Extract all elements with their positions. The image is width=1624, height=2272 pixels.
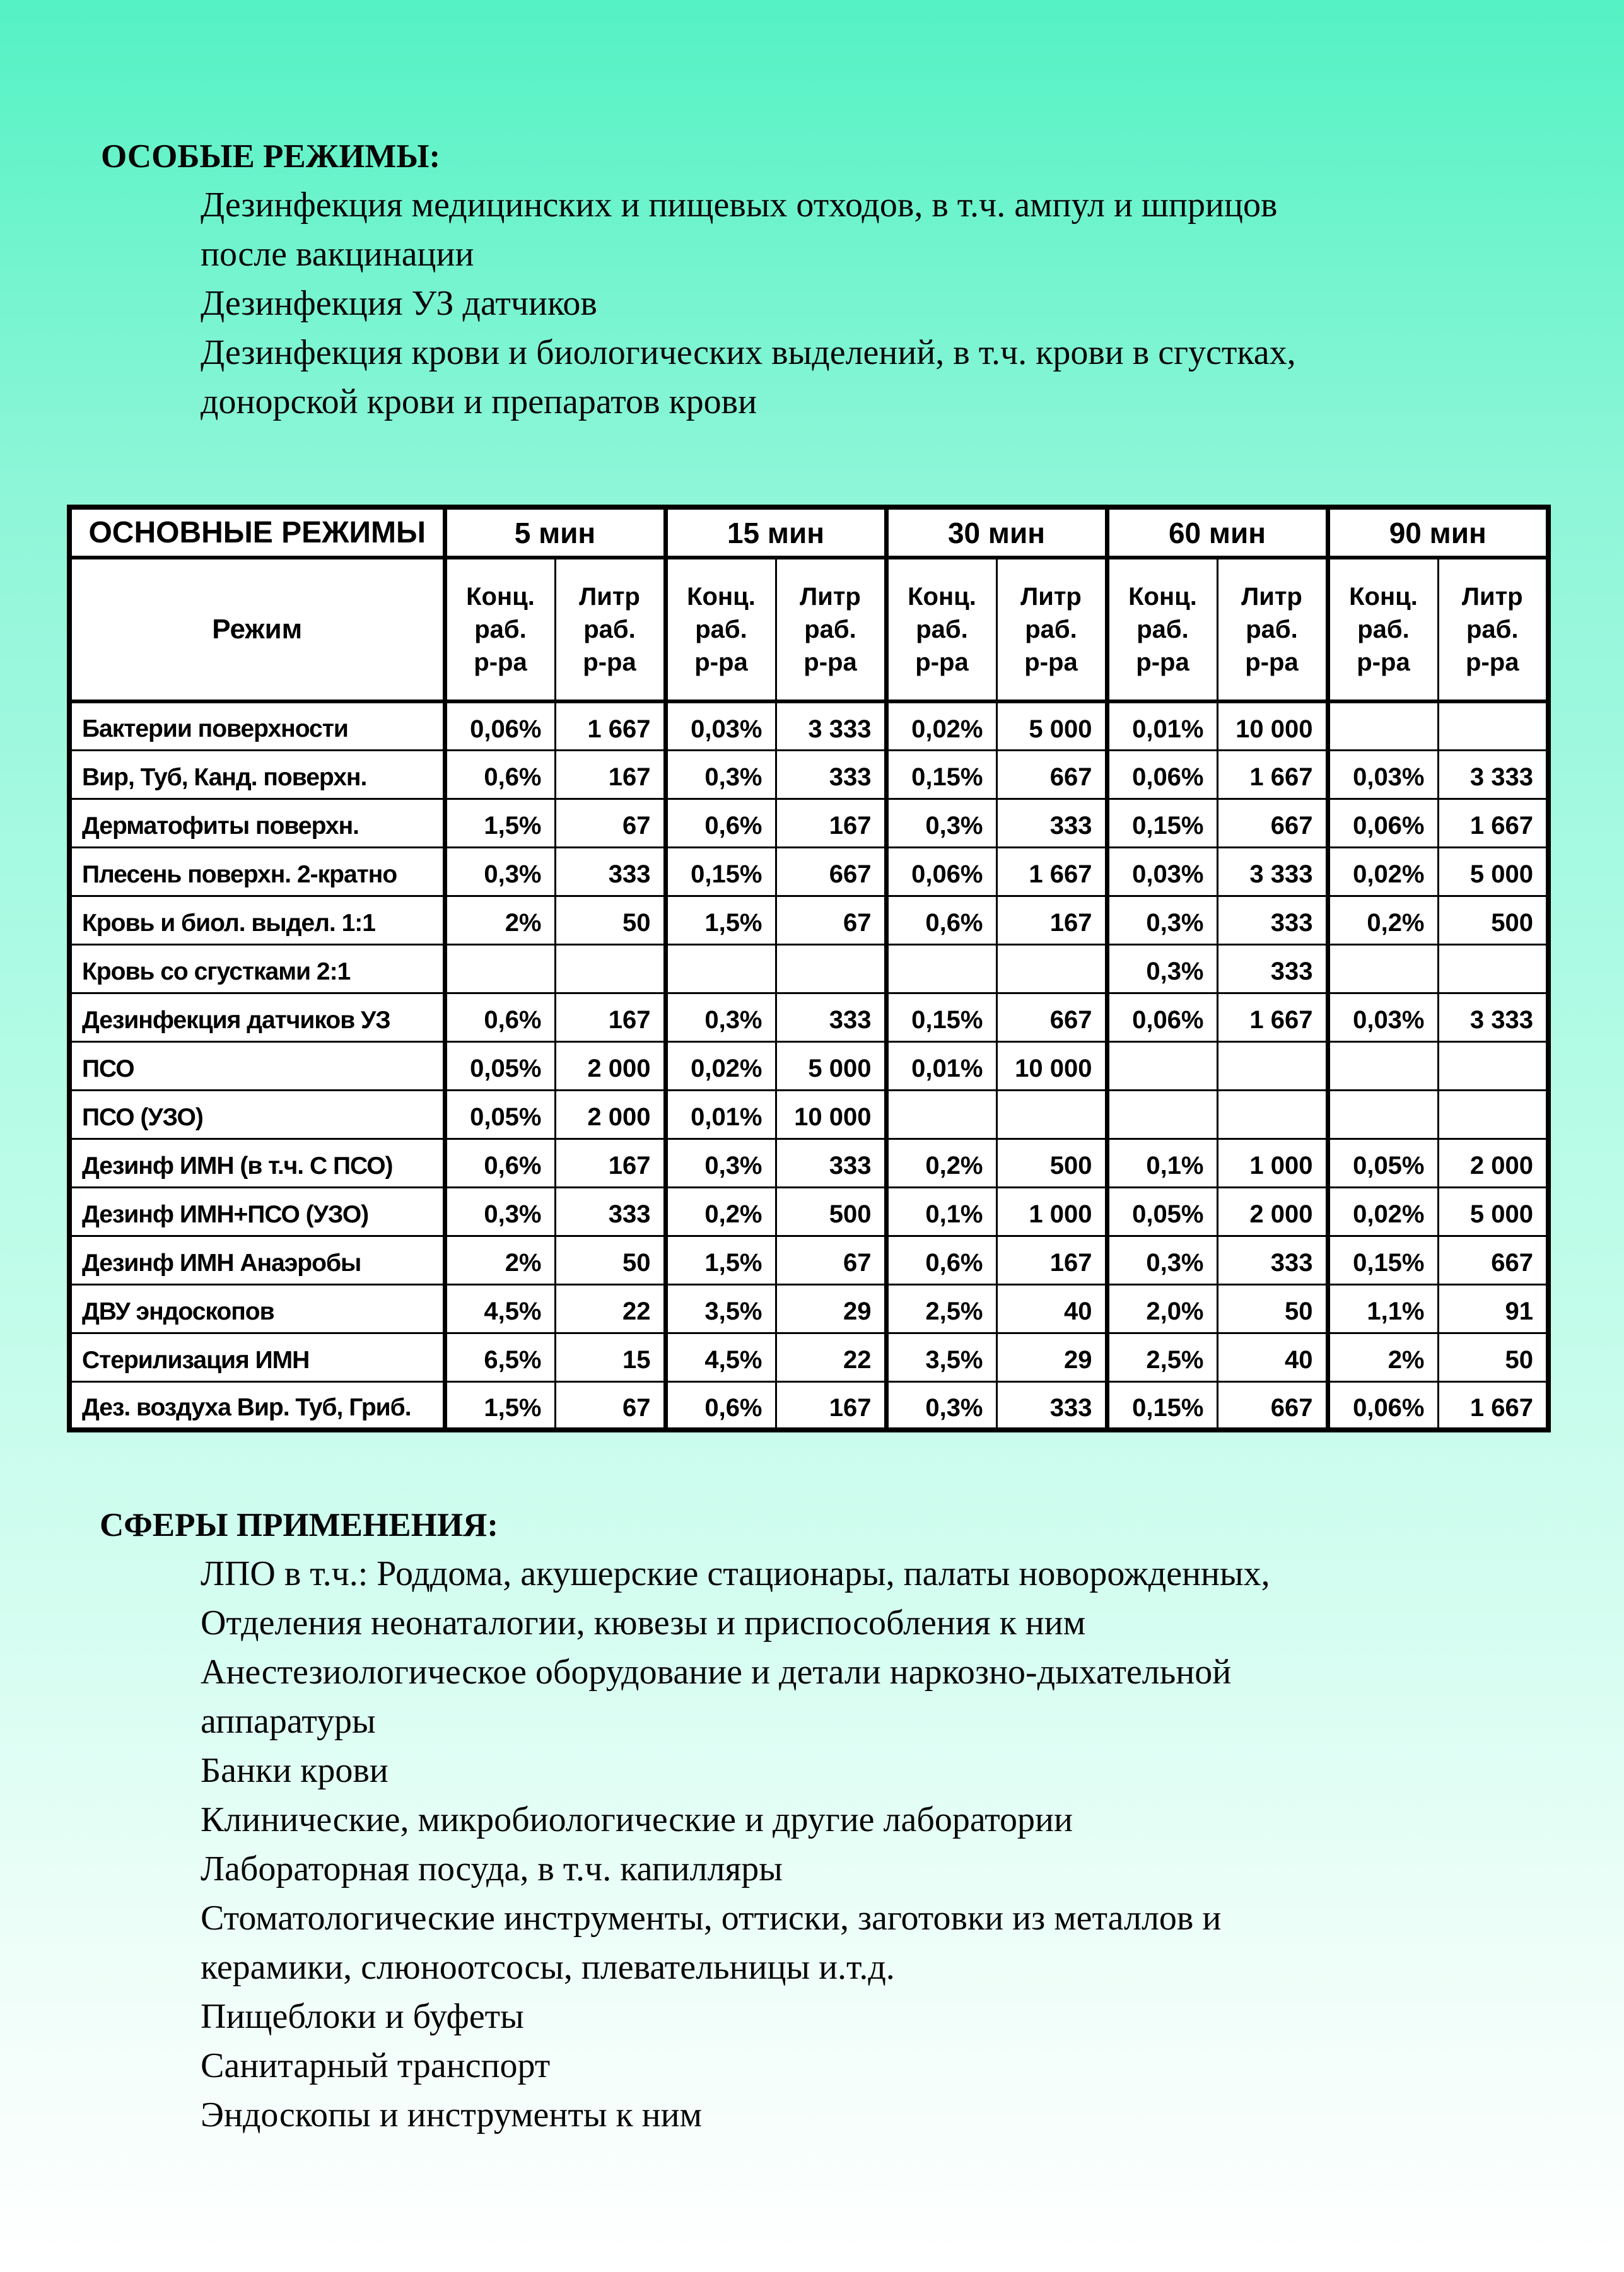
value-cell: 2 000 [555,1090,665,1139]
mode-header-cell: Режим [69,558,445,701]
value-cell: 167 [776,799,886,847]
litr-sub-header-cell: Литр раб. р-ра [776,558,886,701]
table-row [69,701,1548,750]
value-cell: 667 [996,750,1107,799]
table-row [69,1284,1548,1333]
value-cell: 167 [996,1236,1107,1284]
value-cell: 0,02% [1328,1187,1438,1236]
litr-sub-header-cell: Литр раб. р-ра [1438,558,1548,701]
list-line: Дезинфекция УЗ датчиков [201,284,597,323]
value-cell: 0,3% [886,799,996,847]
row-label-cell: Дерматофиты поверхн. [69,799,445,847]
value-cell: 1,5% [445,1381,555,1430]
value-cell [996,944,1107,993]
value-cell: 667 [776,847,886,896]
value-cell: 167 [555,993,665,1041]
value-cell: 333 [1217,896,1328,944]
value-cell: 1 667 [1217,750,1328,799]
value-cell: 0,06% [445,701,555,750]
value-cell: 500 [996,1139,1107,1187]
table-row [69,993,1548,1041]
value-cell: 2 000 [555,1041,665,1090]
value-cell [1328,701,1438,750]
list-line: Лабораторная посуда, в т.ч. капилляры [201,1849,783,1888]
value-cell: 0,05% [1328,1139,1438,1187]
value-cell: 0,05% [445,1090,555,1139]
value-cell: 40 [1217,1333,1328,1381]
value-cell: 2,5% [1107,1333,1217,1381]
value-cell: 0,03% [1328,750,1438,799]
value-cell: 1,5% [665,1236,776,1284]
application-spheres-list [201,1549,1270,2140]
value-cell: 0,15% [1107,1381,1217,1430]
value-cell: 0,06% [1328,1381,1438,1430]
value-cell: 5 000 [776,1041,886,1090]
value-cell: 0,3% [445,1187,555,1236]
value-cell: 333 [776,1139,886,1187]
value-cell: 0,15% [886,750,996,799]
value-cell [1217,1041,1328,1090]
list-line: донорской крови и препаратов крови [201,382,757,421]
value-cell [1328,1090,1438,1139]
value-cell: 0,02% [1328,847,1438,896]
list-line: Пищеблоки и буфеты [201,1997,524,2036]
header-row-sub [69,558,1548,701]
value-cell: 2% [445,1236,555,1284]
table-row [69,799,1548,847]
table-row [69,847,1548,896]
value-cell: 67 [776,896,886,944]
value-cell: 1,1% [1328,1284,1438,1333]
conc-sub-header-cell: Конц. раб. р-ра [1107,558,1217,701]
value-cell: 4,5% [445,1284,555,1333]
value-cell: 3 333 [1438,993,1548,1041]
value-cell: 0,05% [445,1041,555,1090]
value-cell: 667 [1438,1236,1548,1284]
list-line: Клинические, микробиологические и другие лаборатории [201,1800,1073,1839]
value-cell: 50 [555,896,665,944]
value-cell: 22 [776,1333,886,1381]
value-cell [1217,1090,1328,1139]
value-cell: 1 667 [996,847,1107,896]
value-cell: 67 [555,1381,665,1430]
value-cell: 0,6% [445,993,555,1041]
time-header-cell: 90 мин [1328,507,1548,558]
row-label-cell: Стерилизация ИМН [69,1333,445,1381]
value-cell: 0,3% [1107,896,1217,944]
conc-sub-header-cell: Конц. раб. р-ра [445,558,555,701]
value-cell: 67 [555,799,665,847]
value-cell [1328,944,1438,993]
value-cell: 1 667 [1438,1381,1548,1430]
list-line: Анестезиологическое оборудование и детали наркозно-дыхательной [201,1653,1232,1692]
time-header-cell: 15 мин [665,507,886,558]
value-cell: 1 667 [1217,993,1328,1041]
value-cell: 333 [776,993,886,1041]
row-label-cell: Вир, Туб, Канд. поверхн. [69,750,445,799]
special-regimes-title: ОСОБЫЕ РЕЖИМЫ: [101,138,441,175]
value-cell: 0,15% [1328,1236,1438,1284]
value-cell: 3 333 [776,701,886,750]
value-cell: 3,5% [665,1284,776,1333]
table-row [69,1381,1548,1430]
value-cell: 0,3% [886,1381,996,1430]
value-cell: 500 [1438,896,1548,944]
row-label-cell: Дезинф ИМН+ПСО (УЗО) [69,1187,445,1236]
value-cell: 0,05% [1107,1187,1217,1236]
value-cell: 333 [555,847,665,896]
value-cell: 0,3% [445,847,555,896]
value-cell: 0,15% [1107,799,1217,847]
value-cell: 2,5% [886,1284,996,1333]
value-cell: 500 [776,1187,886,1236]
value-cell: 15 [555,1333,665,1381]
value-cell: 333 [1217,1236,1328,1284]
value-cell: 0,3% [1107,944,1217,993]
table-row [69,1333,1548,1381]
row-label-cell: ДВУ эндоскопов [69,1284,445,1333]
value-cell [555,944,665,993]
value-cell: 0,3% [1107,1236,1217,1284]
header-row-main [69,507,1548,558]
value-cell: 40 [996,1284,1107,1333]
value-cell: 1 000 [1217,1139,1328,1187]
value-cell: 333 [996,1381,1107,1430]
value-cell [886,1090,996,1139]
row-label-cell: Дезинф ИМН Анаэробы [69,1236,445,1284]
table-row [69,944,1548,993]
value-cell: 0,3% [665,1139,776,1187]
value-cell: 1 667 [1438,799,1548,847]
row-label-cell: Бактерии поверхности [69,701,445,750]
value-cell: 0,1% [886,1187,996,1236]
value-cell: 1,5% [445,799,555,847]
value-cell [1107,1041,1217,1090]
list-line: ЛПО в т.ч.: Роддома, акушерские стационары, палаты новорожденных, [201,1554,1270,1593]
application-spheres-title: СФЕРЫ ПРИМЕНЕНИЯ: [100,1507,498,1543]
row-label-cell: Кровь и биол. выдел. 1:1 [69,896,445,944]
value-cell: 0,01% [886,1041,996,1090]
value-cell: 333 [555,1187,665,1236]
value-cell: 333 [1217,944,1328,993]
litr-sub-header-cell: Литр раб. р-ра [996,558,1107,701]
value-cell: 0,06% [886,847,996,896]
value-cell: 5 000 [1438,1187,1548,1236]
value-cell: 0,6% [665,799,776,847]
row-label-cell: ПСО [69,1041,445,1090]
value-cell: 667 [1217,799,1328,847]
value-cell [996,1090,1107,1139]
value-cell: 0,2% [665,1187,776,1236]
value-cell: 1,5% [665,896,776,944]
value-cell: 0,6% [886,1236,996,1284]
list-line: после вакцинации [201,235,474,274]
conc-sub-header-cell: Конц. раб. р-ра [886,558,996,701]
value-cell: 0,1% [1107,1139,1217,1187]
special-regimes-list [201,180,1296,426]
list-line: Санитарный транспорт [201,2046,551,2085]
list-line: Эндоскопы и инструменты к ним [201,2095,703,2134]
value-cell: 0,6% [445,750,555,799]
time-header-cell: 30 мин [886,507,1107,558]
list-line: аппаратуры [201,1702,376,1741]
time-header-cell: 5 мин [445,507,665,558]
conc-sub-header-cell: Конц. раб. р-ра [665,558,776,701]
value-cell: 29 [776,1284,886,1333]
value-cell [665,944,776,993]
value-cell: 167 [996,896,1107,944]
list-line: керамики, слюноотсосы, плевательницы и.т.д. [201,1948,895,1987]
value-cell: 0,6% [886,896,996,944]
value-cell: 10 000 [776,1090,886,1139]
value-cell [886,944,996,993]
value-cell: 0,03% [1107,847,1217,896]
value-cell: 67 [776,1236,886,1284]
litr-sub-header-cell: Литр раб. р-ра [555,558,665,701]
value-cell: 50 [1438,1333,1548,1381]
value-cell: 2% [445,896,555,944]
table-header [69,507,1548,701]
value-cell: 22 [555,1284,665,1333]
value-cell: 0,03% [665,701,776,750]
value-cell: 50 [555,1236,665,1284]
value-cell: 0,3% [665,993,776,1041]
value-cell: 3 333 [1217,847,1328,896]
value-cell: 10 000 [1217,701,1328,750]
value-cell: 0,01% [665,1090,776,1139]
row-label-cell: Дезинф ИМН (в т.ч. С ПСО) [69,1139,445,1187]
list-line: Банки крови [201,1751,388,1790]
table-row [69,750,1548,799]
value-cell: 3 333 [1438,750,1548,799]
table-row [69,1187,1548,1236]
value-cell: 0,2% [1328,896,1438,944]
row-label-cell: ПСО (УЗО) [69,1090,445,1139]
main-regimes-table [67,505,1551,1432]
value-cell: 4,5% [665,1333,776,1381]
value-cell: 167 [555,1139,665,1187]
value-cell: 0,06% [1328,799,1438,847]
value-cell [1438,1090,1548,1139]
value-cell [776,944,886,993]
value-cell: 0,3% [665,750,776,799]
value-cell [1438,701,1548,750]
value-cell [1438,944,1548,993]
value-cell: 1 667 [555,701,665,750]
value-cell: 91 [1438,1284,1548,1333]
value-cell: 6,5% [445,1333,555,1381]
value-cell: 333 [996,799,1107,847]
value-cell: 2 000 [1217,1187,1328,1236]
list-line: Стоматологические инструменты, оттиски, заготовки из металлов и [201,1899,1222,1938]
value-cell: 0,6% [665,1381,776,1430]
litr-sub-header-cell: Литр раб. р-ра [1217,558,1328,701]
value-cell: 0,15% [886,993,996,1041]
value-cell: 0,6% [445,1139,555,1187]
value-cell: 167 [555,750,665,799]
value-cell: 29 [996,1333,1107,1381]
value-cell: 667 [1217,1381,1328,1430]
value-cell: 0,03% [1328,993,1438,1041]
time-header-cell: 60 мин [1107,507,1328,558]
value-cell: 0,02% [665,1041,776,1090]
value-cell: 0,06% [1107,750,1217,799]
table-row [69,1090,1548,1139]
table-row [69,1139,1548,1187]
conc-sub-header-cell: Конц. раб. р-ра [1328,558,1438,701]
row-label-cell: Плесень поверхн. 2-кратно [69,847,445,896]
value-cell: 0,15% [665,847,776,896]
value-cell [1438,1041,1548,1090]
table-row [69,1041,1548,1090]
value-cell: 3,5% [886,1333,996,1381]
row-label-cell: Кровь со сгустками 2:1 [69,944,445,993]
list-line: Дезинфекция крови и биологических выделений, в т.ч. крови в сгустках, [201,333,1296,372]
table-row [69,1236,1548,1284]
value-cell: 5 000 [1438,847,1548,896]
row-label-cell: Дезинфекция датчиков УЗ [69,993,445,1041]
list-line: Дезинфекция медицинских и пищевых отходов, в т.ч. ампул и шприцов [201,185,1278,225]
value-cell: 333 [776,750,886,799]
value-cell: 0,02% [886,701,996,750]
value-cell [445,944,555,993]
value-cell: 1 000 [996,1187,1107,1236]
table-row [69,896,1548,944]
value-cell: 10 000 [996,1041,1107,1090]
value-cell: 2,0% [1107,1284,1217,1333]
value-cell: 2 000 [1438,1139,1548,1187]
value-cell: 0,01% [1107,701,1217,750]
table-title-cell: ОСНОВНЫЕ РЕЖИМЫ [69,507,445,558]
value-cell [1107,1090,1217,1139]
value-cell: 0,06% [1107,993,1217,1041]
value-cell [1328,1041,1438,1090]
value-cell: 50 [1217,1284,1328,1333]
value-cell: 2% [1328,1333,1438,1381]
value-cell: 667 [996,993,1107,1041]
row-label-cell: Дез. воздуха Вир. Туб, Гриб. [69,1381,445,1430]
value-cell: 0,2% [886,1139,996,1187]
value-cell: 167 [776,1381,886,1430]
table-body [69,701,1548,1430]
list-line: Отделения неонаталогии, кювезы и приспособления к ним [201,1603,1086,1643]
value-cell: 5 000 [996,701,1107,750]
